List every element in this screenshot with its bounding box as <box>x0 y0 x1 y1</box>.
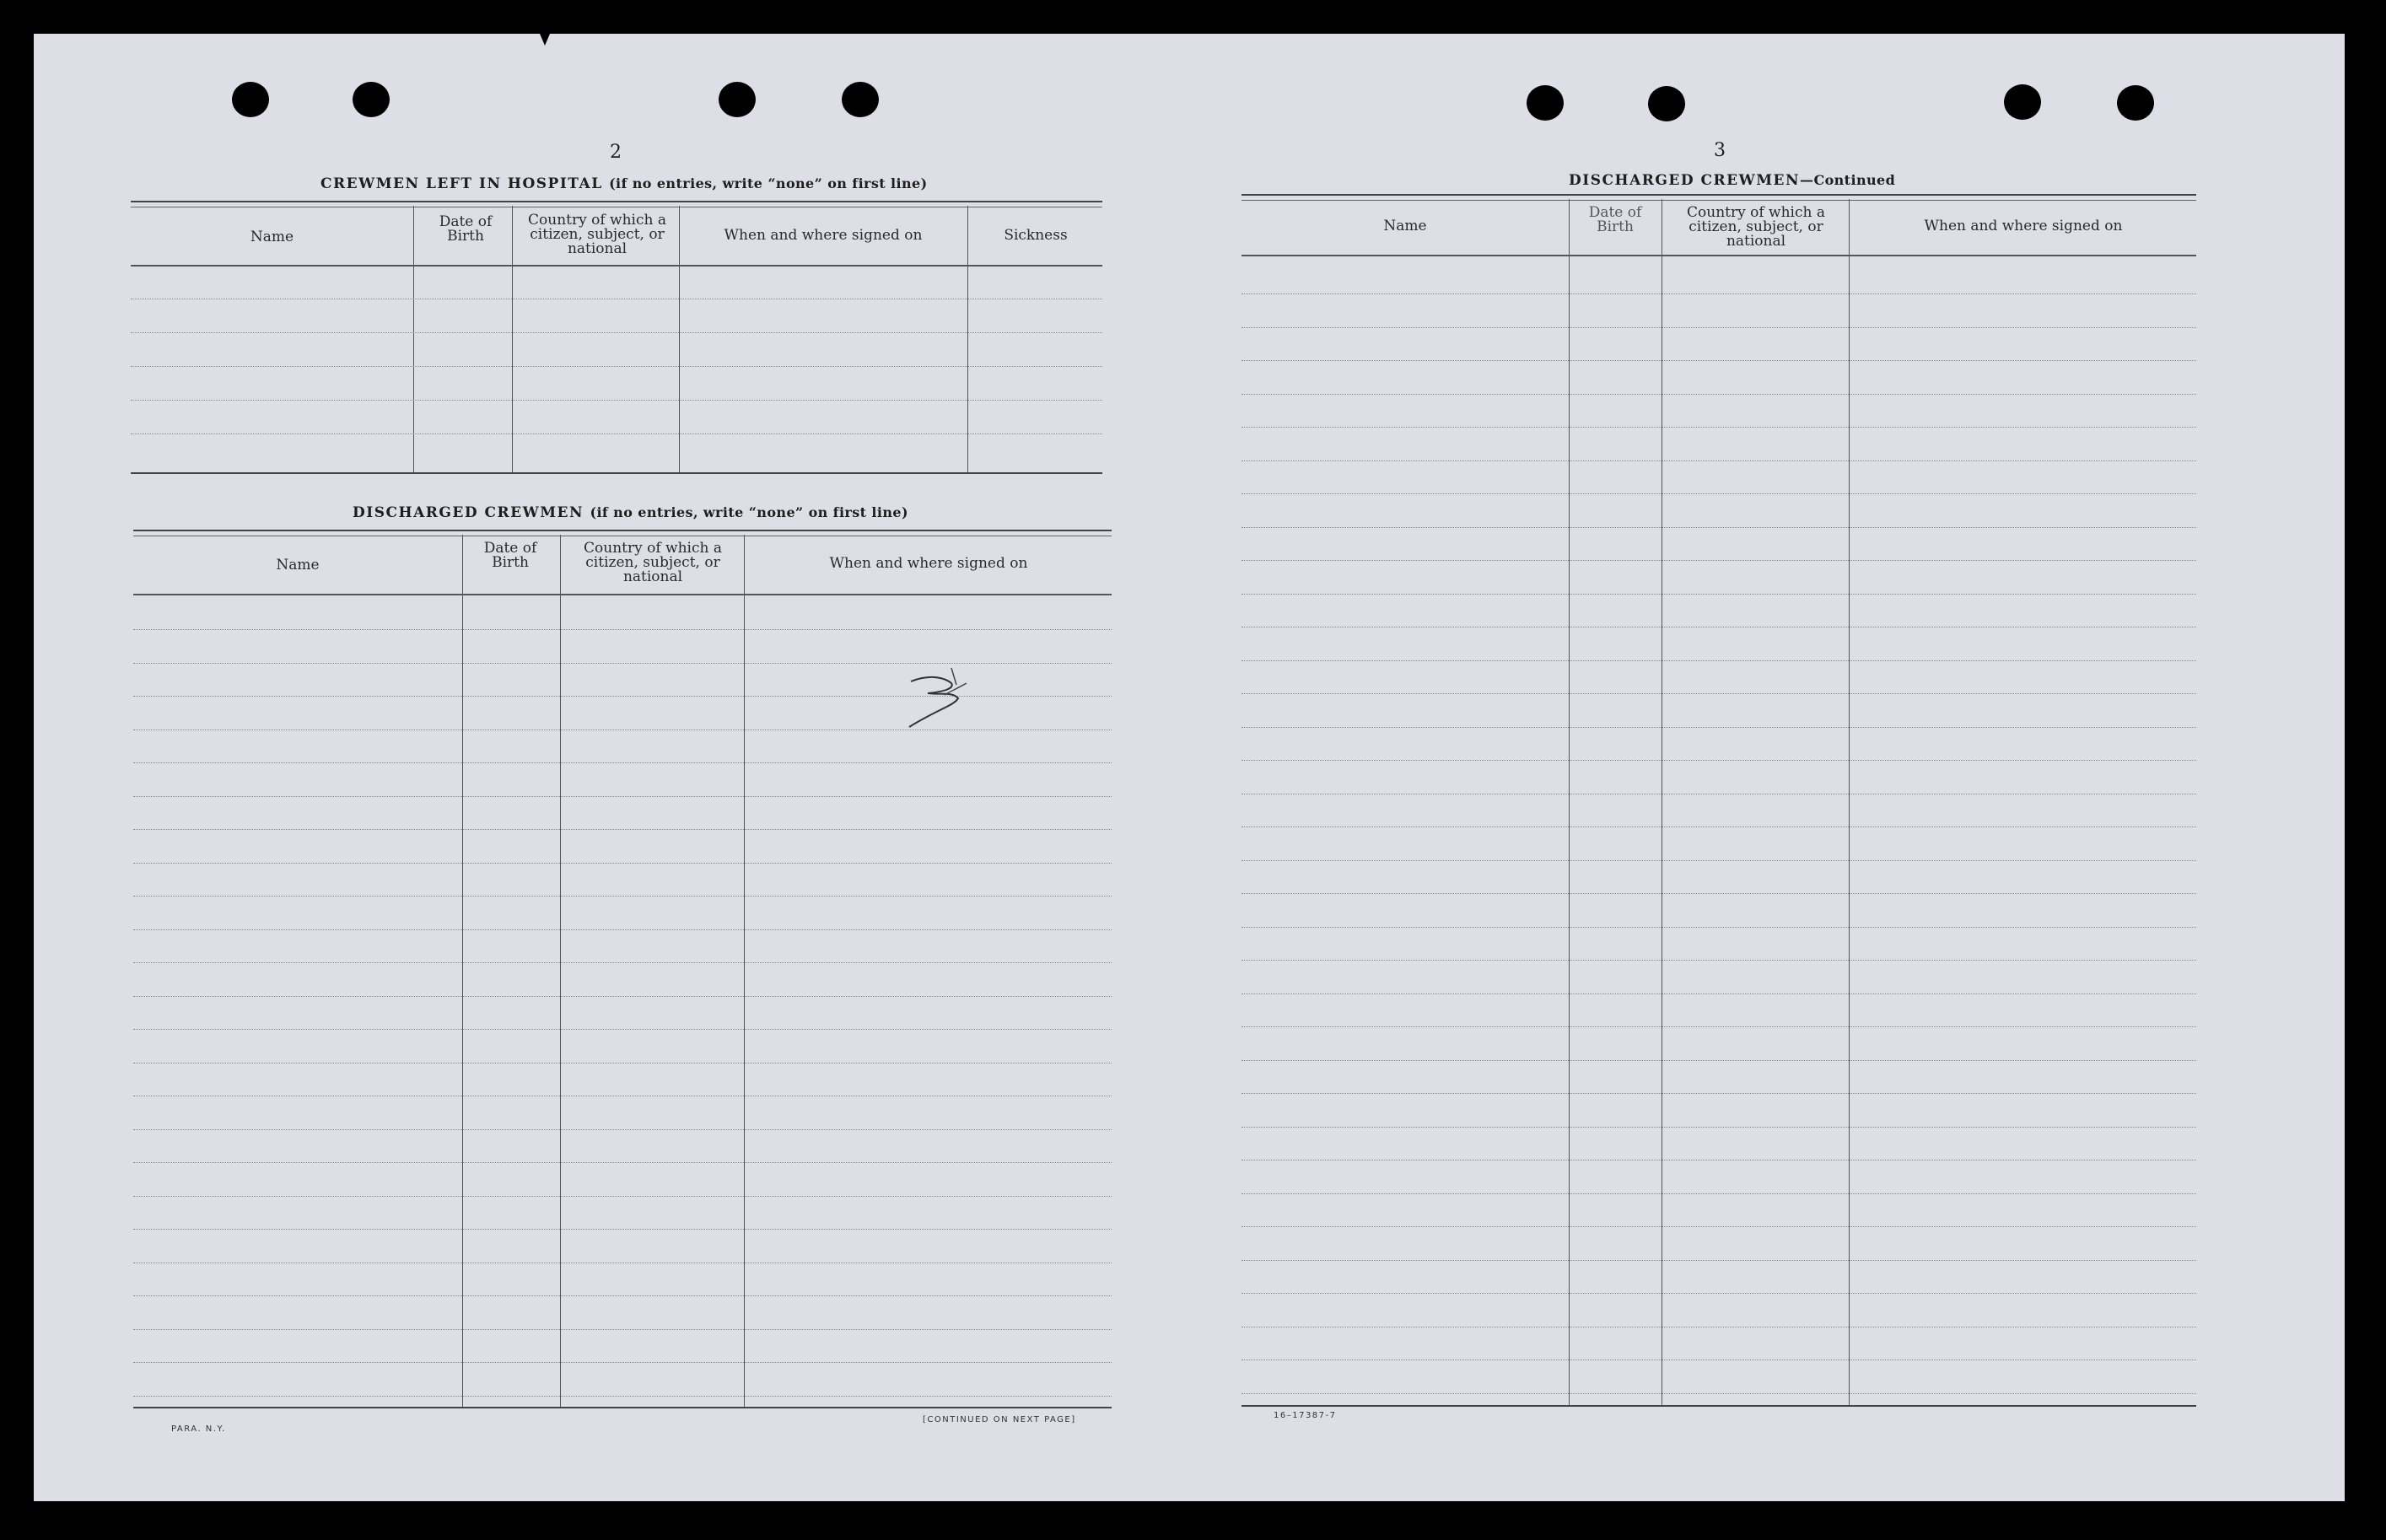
table-top-rule <box>1241 194 2196 201</box>
hospital-instruction: (if no entries, write “none” on first line) <box>609 175 928 191</box>
entry-line <box>1241 327 2196 328</box>
column-header-signed-on: When and where signed on <box>829 555 1028 572</box>
entry-line <box>131 400 1102 401</box>
entry-line <box>1241 1093 2196 1094</box>
table-bottom-rule <box>1241 1405 2196 1407</box>
entry-line <box>1241 460 2196 461</box>
entry-line <box>133 962 1112 963</box>
entry-line <box>133 996 1112 997</box>
column-header-signed-on: When and where signed on <box>724 227 923 244</box>
hospital-table <box>131 201 1102 476</box>
entry-line <box>133 1029 1112 1030</box>
hospital-section-title <box>320 175 928 192</box>
column-header-name: Name <box>276 557 320 573</box>
entry-line <box>1241 927 2196 928</box>
continued-note: [CONTINUED ON NEXT PAGE] <box>923 1415 1076 1424</box>
entry-line <box>1241 727 2196 728</box>
column-divider <box>560 535 561 1407</box>
entry-line <box>1241 560 2196 561</box>
discharged-continued-table <box>1241 194 2196 1408</box>
entry-line <box>133 1229 1112 1230</box>
entry-line <box>1241 760 2196 761</box>
entry-line <box>1241 693 2196 694</box>
entry-line <box>1241 293 2196 294</box>
entry-line <box>1241 993 2196 994</box>
column-header-date-of-birth: Date of Birth <box>1588 204 1642 235</box>
column-header-name: Name <box>1383 218 1427 234</box>
column-header-date-of-birth: Date of Birth <box>439 213 493 245</box>
hospital-title-text: CREWMEN LEFT IN HOSPITAL <box>320 175 603 192</box>
column-header-sickness: Sickness <box>1004 227 1068 244</box>
entry-line <box>133 1396 1112 1397</box>
entry-line <box>133 1329 1112 1330</box>
entry-line <box>133 863 1112 864</box>
discharged-continued-title-text: DISCHARGED CREWMEN <box>1569 172 1801 189</box>
column-divider <box>413 206 414 472</box>
entry-line <box>131 366 1102 367</box>
entry-line <box>1241 360 2196 361</box>
entry-line <box>133 1295 1112 1296</box>
punch-hole <box>1527 85 1564 121</box>
entry-line <box>1241 1293 2196 1294</box>
column-header-signed-on: When and where signed on <box>1924 218 2123 234</box>
header-rule <box>1241 255 2196 256</box>
entry-line <box>1241 1060 2196 1061</box>
punch-hole <box>232 82 269 117</box>
entry-line <box>133 929 1112 930</box>
entry-line <box>1241 493 2196 494</box>
column-divider <box>967 206 968 472</box>
entry-line <box>131 332 1102 333</box>
table-bottom-rule <box>131 472 1102 474</box>
table-bottom-rule <box>133 1407 1112 1408</box>
table-top-rule <box>131 201 1102 207</box>
entry-line <box>133 1162 1112 1163</box>
column-divider <box>679 206 680 472</box>
entry-line <box>1241 893 2196 894</box>
header-rule <box>133 594 1112 595</box>
entry-line <box>133 896 1112 897</box>
entry-line <box>1241 1193 2196 1194</box>
entry-line <box>1241 660 2196 661</box>
entry-line <box>1241 1393 2196 1394</box>
discharged-continued-title <box>1569 172 1895 189</box>
column-divider <box>512 206 513 472</box>
entry-line <box>1241 960 2196 961</box>
entry-line <box>133 1129 1112 1130</box>
entry-line <box>133 1362 1112 1363</box>
punch-hole <box>2004 84 2041 120</box>
column-header-country: Country of which a citizen, subject, or national <box>1687 204 1825 250</box>
sheet-notch <box>540 34 550 46</box>
entry-line <box>133 762 1112 763</box>
punch-hole <box>2117 85 2154 121</box>
entry-line <box>133 629 1112 630</box>
punch-hole <box>842 82 879 117</box>
column-header-country: Country of which a citizen, subject, or national <box>584 540 722 585</box>
column-divider <box>1569 199 1570 1405</box>
table-top-rule <box>133 530 1112 536</box>
discharged-section-title <box>353 504 908 521</box>
entry-line <box>133 829 1112 830</box>
discharged-instruction: (if no entries, write “none” on first line) <box>590 504 908 520</box>
header-rule <box>131 265 1102 267</box>
column-divider <box>1849 199 1850 1405</box>
form-number: 16–17387-7 <box>1274 1411 1337 1420</box>
entry-line <box>1241 860 2196 861</box>
entry-line <box>133 1196 1112 1197</box>
punch-hole <box>1648 86 1685 121</box>
column-header-country: Country of which a citizen, subject, or national <box>528 212 666 257</box>
discharged-title-text: DISCHARGED CREWMEN <box>353 504 584 521</box>
column-divider <box>462 535 463 1407</box>
column-divider <box>744 535 745 1407</box>
printer-mark: PARA. N.Y. <box>171 1424 226 1434</box>
entry-line <box>1241 427 2196 428</box>
entry-line <box>1241 1260 2196 1261</box>
entry-line <box>1241 1026 2196 1027</box>
pencil-mark <box>902 658 1004 734</box>
entry-line <box>1241 1127 2196 1128</box>
page-number-right: 3 <box>1714 140 1726 161</box>
entry-line <box>1241 1226 2196 1227</box>
punch-hole <box>353 82 390 117</box>
entry-line <box>1241 594 2196 595</box>
column-header-date-of-birth: Date of Birth <box>483 540 537 571</box>
entry-line <box>1241 527 2196 528</box>
page-number-left: 2 <box>610 142 622 163</box>
entry-line <box>1241 394 2196 395</box>
continued-suffix: —Continued <box>1800 172 1896 188</box>
entry-line <box>131 433 1102 434</box>
entry-line <box>133 796 1112 797</box>
punch-hole <box>719 82 756 117</box>
column-header-name: Name <box>250 229 294 245</box>
